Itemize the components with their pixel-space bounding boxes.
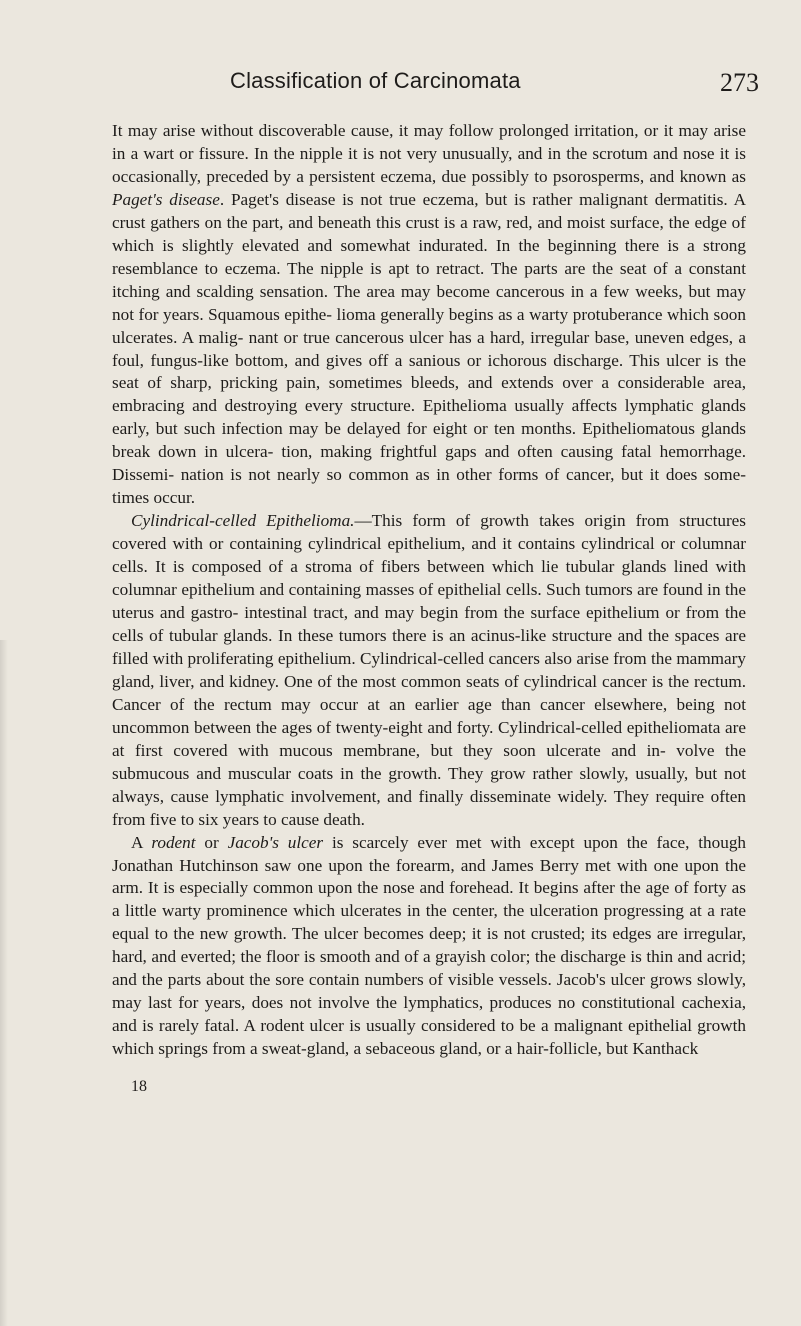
text-run: —This form of growth takes origin from structures covered with or containing cylindrical epithelium, and it contains cylindrical or columnar cells. It is composed of a stroma of fibers between which lie tubular glands lined with columnar epithelium and containing masses of epithelial cells. Such tumors are found in the uterus and gastro- intestinal tract, and may begin from the surface epithelium or from the cells of tubular glands. In these tumors there is an acinus-like structure and the spaces are filled with proliferating epithelium. Cylindrical-celled cancers also arise from the mammary gland, liver, and kidney. One of the most common seats of cylindrical cancer is the rectum. Cancer of the rectum may occur at an earlier age than cancer elsewhere, being not uncommon between the ages of twenty-eight and forty. Cylindrical-celled epitheliomata are at first covered with mucous membrane, but they soon ulcerate and in- volve the submucous and muscular coats in the growth. They grow rather slowly, usually, but not always, cause lymphatic involvement, and finally disseminate widely. They require often from five to six years to cause death. bbox=[112, 511, 746, 829]
paragraph bbox=[112, 832, 746, 1062]
signature-mark: 18 bbox=[131, 1078, 147, 1095]
italic-term: Paget's disease bbox=[112, 189, 220, 209]
italic-term: rodent bbox=[151, 832, 196, 852]
text-run: is scarcely ever met with except upon the face, though Jonathan Hutchinson saw one upon the forearm, and James Berry met with one upon the arm. It is especially common upon the nose and forehead. It begins after the age of forty as a little warty prominence which ulcerates in the center, the ulceration progressing at a rate equal to the new growth. The ulcer becomes deep; it is not crusted; its edges are irregular, hard, and everted; the floor is smooth and of a grayish color; the discharge is thin and acrid; and the parts about the sore contain numbers of visible vessels. Jacob's ulcer grows slowly, may last for years, does not involve the lymphatics, produces no constitutional cachexia, and is rarely fatal. A rodent ulcer is usually considered to be a malignant epithelial growth which springs from a sweat-gland, a sebaceous gland, or a hair-follicle, but Kanthack bbox=[112, 832, 747, 1059]
text-run: . Paget's disease is not true eczema, but is rather malignant dermatitis. A crust gathers on the part, and beneath this crust is a raw, red, and moist surface, the edge of which is slightly elevated and somewhat indurated. In the beginning there is a strong resemblance to eczema. The nipple is apt to retract. The parts are the seat of a constant itching and scalding sensation. The area may become cancerous in a few weeks, but may not for years. Squamous epithe- lioma generally begins as a warty protuberance which soon ulcerates. A malig- nant or true cancerous ulcer has a hard, irregular base, uneven edges, a foul, fungus-like bottom, and gives off a sanious or ichorous discharge. This ulcer is the seat of sharp, pricking pain, sometimes bleeds, and extends over a considerable area, embracing and destroying every structure. Epithelioma usually affects lymphatic glands early, but such infection may be delayed for eight or ten months. Epitheliomatous glands break down in ulcera- tion, making frightful gaps and often causing fatal hemorrhage. Dissemi- nation is not nearly so common as in other forms of cancer, but it does some- times occur. bbox=[112, 189, 746, 508]
section-heading: Cylindrical-celled Epithelioma. bbox=[131, 511, 355, 531]
running-head bbox=[0, 58, 801, 98]
page-number: 273 bbox=[720, 68, 759, 97]
paragraph bbox=[112, 510, 746, 831]
italic-term: Jacob's ulcer bbox=[227, 832, 324, 852]
paragraph bbox=[112, 120, 746, 510]
chapter-title: Classification of Carcinomata bbox=[230, 68, 521, 93]
text-run: It may arise without discoverable cause, it may follow prolonged irritation, or it may arise in a wart or fissure. In the nipple it is not very unusually, and in the scrotum and nose it is occasionally, preceded by a persistent eczema, due possibly to psorosperms, and known as bbox=[112, 121, 746, 186]
text-run: A bbox=[131, 832, 152, 852]
page-edge-shadow bbox=[0, 640, 8, 1326]
body-text bbox=[112, 120, 746, 1061]
text-run: or bbox=[195, 832, 228, 852]
